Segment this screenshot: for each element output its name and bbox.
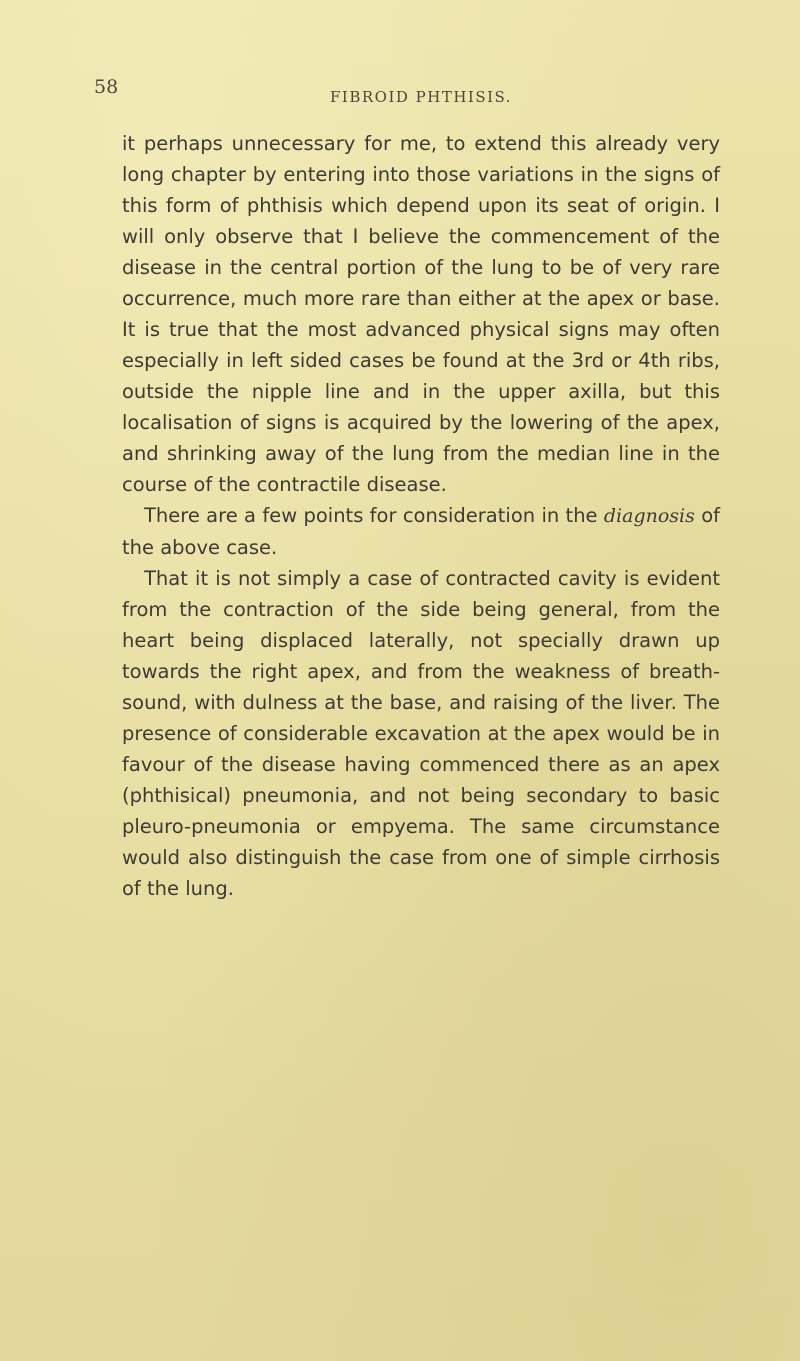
page-number: 58 <box>94 76 119 98</box>
paragraph-3: That it is not simply a case of contracted cavity is evident from the contraction of the side being general, from the heart being displaced laterally, not specially drawn up towards the right apex, and from the weakness of breath-sound, with dulness at the base, and raising of the liver. The presence of considerable excavation at the apex would be in favour of the disease having commenced there as an apex (phthisical) pneumonia, and not being secondary to basic pleuro-pneumonia or empyema. The same circumstance would also distinguish the case from one of simple cirrhosis of the lung. <box>122 567 720 900</box>
paragraph-2-text-after: of the above case. <box>122 504 721 559</box>
diagnosis-italic: diagnosis <box>603 505 695 527</box>
paragraph-2-text-before: There are a few points for consideration in the <box>144 504 604 527</box>
paragraph-1: it perhaps unnecessary for me, to extend this already very long chapter by entering into those variations in the signs of this form of phthisis which depend upon its seat of origin. I will only observe that I believe the commencement of the disease in the central portion of the lung to be of very rare occurrence, much more rare than either at the apex or base. It is true that the most advanced physical signs may often especially in left sided cases be found at the 3rd or 4th ribs, outside the nipple line and in the upper axilla, but this localisation of signs is acquired by the lowering of the apex, and shrinking away of the lung from the median line in the course of the contractile disease. <box>122 132 720 496</box>
body-text <box>122 128 720 904</box>
paragraph-2 <box>122 500 720 563</box>
running-head: FIBROID PHTHISIS. <box>330 88 513 106</box>
